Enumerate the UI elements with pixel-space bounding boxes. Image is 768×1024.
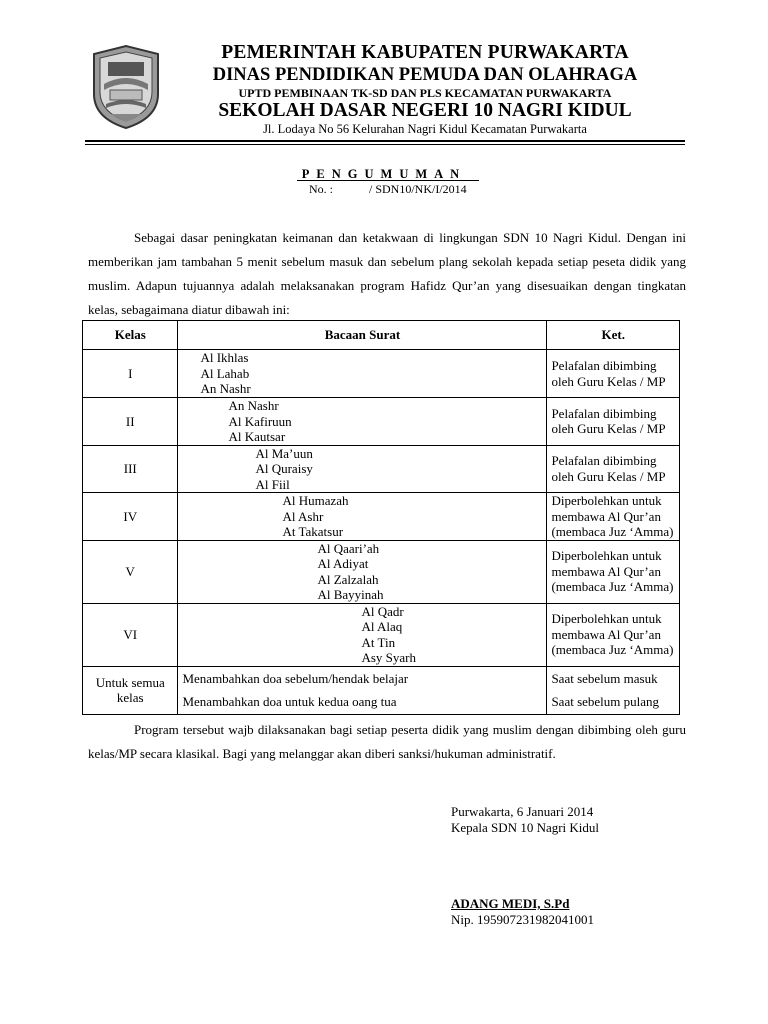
surah-name: Al Bayyinah bbox=[317, 587, 384, 602]
surah-cell bbox=[178, 603, 547, 666]
surah-name: At Takatsur bbox=[282, 524, 344, 539]
table-row bbox=[83, 398, 680, 446]
closing-paragraph: Program tersebut wajb dilaksanakan bagi setiap peserta didik yang muslim dengan dibimbing oleh guru kelas/MP secara klasikal. Bagi yang melanggar akan diberi sanksi/hukuman administratif. bbox=[88, 722, 686, 761]
surah-name: Al Qadr bbox=[361, 603, 404, 619]
signature-place-date: Purwakarta, 6 Januari 2014 bbox=[451, 804, 594, 819]
ket-line: membawa Al Qur’an bbox=[551, 563, 661, 579]
surah-name: Al Humazah bbox=[282, 493, 349, 508]
kelas-cell: I bbox=[83, 350, 178, 398]
header-bacaan-surat: Bacaan Surat bbox=[178, 321, 547, 350]
signature-footer bbox=[451, 896, 594, 928]
surah-cell bbox=[178, 493, 547, 541]
ket-cell bbox=[547, 666, 680, 714]
ket-line: Diperbolehkan untuk bbox=[551, 548, 662, 564]
announcement-number bbox=[297, 182, 479, 197]
surah-name: Al Fiil bbox=[255, 476, 290, 492]
header-ket: Ket. bbox=[547, 321, 680, 350]
letterhead-address: Jl. Lodaya No 56 Kelurahan Nagri Kidul Kecamatan Purwakarta bbox=[263, 122, 587, 136]
surah-name: Al Kautsar bbox=[228, 429, 286, 444]
ket-cell bbox=[547, 445, 680, 493]
letterhead-uptd: UPTD PEMBINAAN TK-SD DAN PLS KECAMATAN PURWAKARTA bbox=[238, 86, 612, 100]
ket-line: (membaca Juz ‘Amma) bbox=[551, 642, 674, 658]
ket-line: oleh Guru Kelas / MP bbox=[551, 421, 666, 437]
ket-line: (membaca Juz ‘Amma) bbox=[551, 524, 674, 539]
signature-position: Kepala SDN 10 Nagri Kidul bbox=[451, 820, 600, 835]
table-row bbox=[83, 603, 680, 666]
ket-cell bbox=[547, 540, 680, 603]
kelas-cell: IV bbox=[83, 493, 178, 541]
table-row bbox=[83, 540, 680, 603]
signature-header bbox=[451, 804, 599, 836]
ket-cell bbox=[547, 398, 680, 446]
surah-cell bbox=[178, 445, 547, 493]
surah-name: Al Kafiruun bbox=[228, 413, 292, 429]
letterhead-divider-thick bbox=[85, 140, 685, 142]
surah-cell bbox=[178, 540, 547, 603]
ket-line: Pelafalan dibimbing bbox=[551, 405, 657, 421]
table-row bbox=[83, 350, 680, 398]
regency-emblem-logo bbox=[90, 44, 162, 130]
ket-cell bbox=[547, 493, 680, 541]
ket-line: Saat sebelum masuk bbox=[551, 670, 658, 686]
kelas-cell: V bbox=[83, 540, 178, 603]
surah-cell bbox=[178, 398, 547, 446]
table-header-row bbox=[83, 321, 680, 350]
surah-name: Al Ashr bbox=[282, 508, 324, 524]
letterhead-government: PEMERINTAH KABUPATEN PURWAKARTA bbox=[221, 42, 629, 63]
ket-line: Pelafalan dibimbing bbox=[551, 453, 657, 469]
letterhead-divider-thin bbox=[85, 144, 685, 145]
letterhead-school-name: SEKOLAH DASAR NEGERI 10 NAGRI KIDUL bbox=[218, 100, 632, 121]
intro-paragraph: Sebagai dasar peningkatan keimanan dan ketakwaan di lingkungan SDN 10 Nagri Kidul. Dengan ini memberikan jam tambahan 5 menit sebelum masuk dan sebelum plang sekolah kepada setiap peseta didik yang muslim. Adapun tujuannya adalah melaksanakan program Hafidz Qur’an yang disesuaikan dengan tingkatan kelas, sebagaimana diatur dibawah ini: bbox=[88, 230, 686, 317]
surah-cell bbox=[178, 350, 547, 398]
surah-name: Al Zalzalah bbox=[317, 571, 379, 587]
ket-line: (membaca Juz ‘Amma) bbox=[551, 579, 674, 595]
surah-name: An Nashr bbox=[228, 398, 279, 413]
surah-name: An Nashr bbox=[200, 381, 251, 397]
surah-name: Al Alaq bbox=[361, 619, 403, 634]
surah-name: Al Ma’uun bbox=[255, 445, 313, 461]
surah-name: Al Lahab bbox=[200, 365, 250, 381]
kelas-cell: Untuk semua kelas bbox=[83, 666, 178, 714]
ket-line: oleh Guru Kelas / MP bbox=[551, 373, 666, 389]
number-label: No. : bbox=[309, 182, 333, 196]
ket-line: Diperbolehkan untuk bbox=[551, 611, 662, 627]
table-row bbox=[83, 493, 680, 541]
doa-line: Menambahkan doa untuk kedua oang tua bbox=[182, 694, 397, 709]
header-kelas: Kelas bbox=[83, 321, 178, 350]
ket-cell bbox=[547, 603, 680, 666]
announcement-title-underline bbox=[297, 180, 479, 181]
surah-name: Al Quraisy bbox=[255, 461, 313, 476]
ket-line: Pelafalan dibimbing bbox=[551, 358, 657, 373]
surah-name: Al Adiyat bbox=[317, 556, 369, 571]
kelas-cell: II bbox=[83, 398, 178, 446]
hafidz-schedule-table bbox=[82, 320, 680, 715]
surah-name: Al Qaari’ah bbox=[317, 540, 380, 556]
ket-line: membawa Al Qur’an bbox=[551, 508, 661, 524]
doa-line: Menambahkan doa sebelum/hendak belajar bbox=[182, 670, 409, 686]
ket-cell bbox=[547, 350, 680, 398]
surah-name: At Tin bbox=[361, 634, 396, 650]
ket-line: oleh Guru Kelas / MP bbox=[551, 468, 666, 484]
signatory-name: ADANG MEDI, S.Pd bbox=[451, 896, 570, 911]
number-value: / SDN10/NK/I/2014 bbox=[369, 182, 467, 196]
signatory-nip: Nip. 195907231982041001 bbox=[451, 912, 594, 927]
ket-line: Diperbolehkan untuk bbox=[551, 493, 662, 508]
announcement-title: PENGUMUMAN bbox=[301, 167, 467, 181]
ket-line: membawa Al Qur’an bbox=[551, 626, 661, 642]
ket-line: Saat sebelum pulang bbox=[551, 694, 660, 709]
letterhead-department: DINAS PENDIDIKAN PEMUDA DAN OLAHRAGA bbox=[212, 65, 638, 85]
surah-name: Asy Syarh bbox=[361, 650, 416, 665]
kelas-cell: III bbox=[83, 445, 178, 493]
surah-cell bbox=[178, 666, 547, 714]
kelas-cell: VI bbox=[83, 603, 178, 666]
surah-name: Al Ikhlas bbox=[200, 350, 249, 366]
table-row bbox=[83, 445, 680, 493]
table-row-all-classes bbox=[83, 666, 680, 714]
